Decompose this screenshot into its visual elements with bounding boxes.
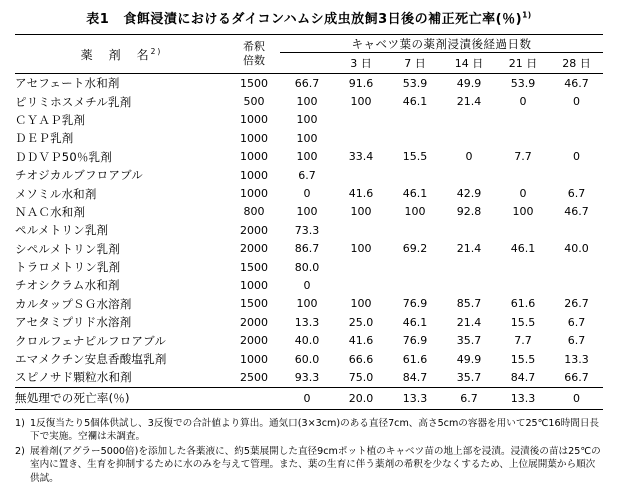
table-row bbox=[15, 92, 603, 110]
row-chemical-name: エマメクチン安息香酸塩乳剤 bbox=[15, 352, 167, 367]
header-dilution-line2: 倍数 bbox=[243, 54, 265, 67]
row-value-d7 bbox=[388, 129, 442, 147]
row-value-d14: 35.7 bbox=[456, 334, 482, 348]
row-value-d0: 66.7 bbox=[294, 76, 320, 90]
row-dilution: 1500 bbox=[240, 297, 268, 311]
control-row bbox=[15, 387, 603, 409]
mortality-table bbox=[15, 34, 603, 410]
row-value-d7: 61.6 bbox=[402, 352, 428, 366]
row-value-d3 bbox=[334, 111, 388, 129]
row-chemical-name: シペルメトリン乳剤 bbox=[15, 241, 120, 256]
row-value-d7 bbox=[388, 221, 442, 239]
row-value-d0: 6.7 bbox=[298, 168, 316, 182]
row-value-d14 bbox=[442, 111, 496, 129]
table-row bbox=[15, 295, 603, 313]
row-value-d0: 13.3 bbox=[294, 315, 320, 329]
row-value-d3: 41.6 bbox=[348, 187, 374, 201]
table-row bbox=[15, 221, 603, 239]
row-value-d21 bbox=[496, 258, 550, 276]
row-value-d21 bbox=[496, 166, 550, 184]
header-chemical-name-label: 薬 剤 名 bbox=[80, 47, 151, 62]
row-value-d7: 46.1 bbox=[402, 95, 428, 109]
row-value-d28 bbox=[550, 111, 603, 129]
table-header bbox=[15, 35, 603, 74]
row-value-d0: 0 bbox=[303, 278, 311, 292]
row-value-d28: 6.7 bbox=[567, 187, 586, 201]
row-chemical-name: アセフェート水和剤 bbox=[15, 76, 120, 91]
control-value-d3: 20.0 bbox=[348, 391, 374, 405]
row-value-d3 bbox=[334, 276, 388, 294]
row-value-d14: 21.4 bbox=[456, 95, 482, 109]
row-value-d7: 84.7 bbox=[402, 370, 428, 384]
row-value-d28: 40.0 bbox=[564, 242, 589, 256]
row-value-d3: 100 bbox=[350, 95, 372, 109]
row-value-d0: 0 bbox=[303, 187, 311, 201]
row-dilution: 2000 bbox=[240, 242, 268, 256]
row-value-d28: 46.7 bbox=[564, 76, 589, 90]
row-value-d7: 46.1 bbox=[402, 187, 428, 201]
row-value-d7: 15.5 bbox=[402, 150, 428, 164]
row-value-d28: 13.3 bbox=[564, 352, 589, 366]
row-chemical-name: ＣＹＡＰ乳剤 bbox=[15, 112, 86, 127]
row-value-d3 bbox=[334, 258, 388, 276]
row-value-d28 bbox=[550, 276, 603, 294]
row-value-d7: 53.9 bbox=[402, 76, 428, 90]
table-row bbox=[15, 129, 603, 147]
control-value-d21: 13.3 bbox=[510, 391, 536, 405]
row-value-d3: 41.6 bbox=[348, 334, 374, 348]
table-row bbox=[15, 258, 603, 276]
table-title-text: 食餌浸漬におけるダイコンハムシ成虫放飼3日後の補正死亡率(％) bbox=[123, 12, 523, 27]
header-day-0 bbox=[280, 53, 334, 74]
row-value-d3: 100 bbox=[350, 205, 372, 219]
row-value-d3: 100 bbox=[350, 242, 372, 256]
row-chemical-name: ＤＤＶＰ50％乳剤 bbox=[15, 149, 112, 164]
table-row bbox=[15, 74, 603, 93]
row-value-d28 bbox=[550, 129, 603, 147]
row-value-d3: 91.6 bbox=[348, 76, 374, 90]
row-value-d3: 33.4 bbox=[348, 150, 374, 164]
header-dilution bbox=[228, 35, 280, 74]
footnote-1-text: 1反復当たり5個体供試し、3反復での合計値より算出。通気口(3×3cm)のある直径7cm、高さ5cmの容器を用いて25℃16時間日長下で実施。空襴は未調査。 bbox=[30, 417, 600, 443]
row-value-d21 bbox=[496, 111, 550, 129]
row-value-d14: 0 bbox=[465, 150, 473, 164]
row-value-d14: 49.9 bbox=[456, 76, 482, 90]
table-number: 表1 bbox=[86, 12, 110, 27]
row-value-d21: 53.9 bbox=[510, 76, 536, 90]
row-value-d21: 0 bbox=[519, 187, 527, 201]
row-value-d21: 7.7 bbox=[514, 150, 532, 164]
header-chemical-name bbox=[15, 35, 228, 74]
row-dilution: 1000 bbox=[240, 150, 268, 164]
footnotes bbox=[15, 417, 603, 486]
row-dilution: 2000 bbox=[240, 334, 268, 348]
row-value-d21: 100 bbox=[512, 205, 534, 219]
row-dilution: 1000 bbox=[240, 113, 268, 127]
header-days-group: キャベツ葉の薬剤浸漬後経過日数 bbox=[280, 35, 603, 53]
header-chemical-name-sup: 2) bbox=[150, 46, 163, 56]
row-value-d28: 26.7 bbox=[564, 297, 589, 311]
row-value-d28 bbox=[550, 221, 603, 239]
footnote-2-marker: 2) bbox=[15, 445, 25, 457]
row-value-d28: 6.7 bbox=[567, 334, 586, 348]
table-row bbox=[15, 111, 603, 129]
row-value-d0: 60.0 bbox=[294, 352, 320, 366]
row-value-d14 bbox=[442, 258, 496, 276]
table-row bbox=[15, 313, 603, 331]
row-dilution: 1000 bbox=[240, 187, 268, 201]
table-row bbox=[15, 276, 603, 294]
row-chemical-name: ペルメトリン乳剤 bbox=[15, 223, 109, 238]
row-value-d7 bbox=[388, 276, 442, 294]
row-value-d28: 6.7 bbox=[567, 315, 586, 329]
row-chemical-name: メソミル水和剤 bbox=[15, 186, 97, 201]
row-chemical-name: ピリミホスメチル乳剤 bbox=[15, 94, 132, 109]
row-value-d0: 86.7 bbox=[294, 242, 320, 256]
row-value-d14 bbox=[442, 129, 496, 147]
row-value-d21: 0 bbox=[519, 95, 527, 109]
row-value-d0: 100 bbox=[296, 205, 318, 219]
row-value-d21: 7.7 bbox=[514, 334, 532, 348]
row-chemical-name: クロルフェナピルフロアブル bbox=[15, 333, 167, 348]
row-value-d14: 49.9 bbox=[456, 352, 482, 366]
row-dilution: 1000 bbox=[240, 278, 268, 292]
row-value-d0: 40.0 bbox=[294, 334, 320, 348]
row-value-d0: 100 bbox=[296, 131, 318, 145]
row-value-d7: 69.2 bbox=[402, 242, 428, 256]
row-value-d28 bbox=[550, 166, 603, 184]
row-value-d7: 100 bbox=[404, 205, 426, 219]
table-row bbox=[15, 240, 603, 258]
row-value-d0: 100 bbox=[296, 297, 318, 311]
row-value-d21: 61.6 bbox=[510, 297, 536, 311]
row-value-d3: 100 bbox=[350, 297, 372, 311]
table-row bbox=[15, 368, 603, 387]
row-value-d0: 80.0 bbox=[294, 260, 320, 274]
row-value-d14: 21.4 bbox=[456, 315, 482, 329]
control-row-dilution bbox=[228, 387, 280, 409]
table-body bbox=[15, 74, 603, 410]
row-value-d14: 92.8 bbox=[456, 205, 482, 219]
row-dilution: 1000 bbox=[240, 131, 268, 145]
row-value-d28: 0 bbox=[573, 150, 580, 164]
row-dilution: 2000 bbox=[240, 315, 268, 329]
row-value-d0: 100 bbox=[296, 113, 318, 127]
table-row bbox=[15, 350, 603, 368]
row-value-d28: 66.7 bbox=[564, 370, 589, 384]
row-value-d0: 93.3 bbox=[294, 370, 320, 384]
footnote-2 bbox=[15, 445, 603, 486]
header-day-21: 21 日 bbox=[508, 57, 538, 70]
row-value-d21 bbox=[496, 221, 550, 239]
row-dilution: 1000 bbox=[240, 352, 268, 366]
control-value-d28: 0 bbox=[573, 391, 580, 405]
row-value-d14: 85.7 bbox=[456, 297, 482, 311]
row-value-d3: 66.6 bbox=[348, 352, 374, 366]
row-value-d21: 15.5 bbox=[510, 315, 536, 329]
row-value-d14: 21.4 bbox=[456, 242, 482, 256]
row-dilution: 1500 bbox=[240, 260, 268, 274]
table-row bbox=[15, 331, 603, 349]
control-value-d0: 0 bbox=[303, 391, 311, 405]
row-chemical-name: スピノサド顆粒水和剤 bbox=[15, 370, 132, 385]
row-value-d7: 76.9 bbox=[402, 334, 428, 348]
row-value-d3: 75.0 bbox=[348, 370, 374, 384]
table-row bbox=[15, 184, 603, 202]
header-day-14: 14 日 bbox=[454, 57, 484, 70]
control-row-label: 無処理での死亡率(％) bbox=[15, 391, 130, 406]
table-row bbox=[15, 203, 603, 221]
row-value-d14: 42.9 bbox=[456, 187, 482, 201]
row-value-d21: 15.5 bbox=[510, 352, 536, 366]
footnote-1-marker: 1) bbox=[15, 417, 25, 429]
row-value-d14 bbox=[442, 276, 496, 294]
row-value-d0: 100 bbox=[296, 95, 318, 109]
table-row bbox=[15, 148, 603, 166]
row-value-d7 bbox=[388, 258, 442, 276]
row-value-d21: 84.7 bbox=[510, 370, 536, 384]
table-row bbox=[15, 166, 603, 184]
table-title-footnote-marker: 1) bbox=[522, 10, 532, 20]
row-chemical-name: トラロメトリン乳剤 bbox=[15, 260, 121, 275]
row-value-d14 bbox=[442, 166, 496, 184]
row-dilution: 500 bbox=[243, 95, 265, 109]
header-row-group bbox=[15, 35, 603, 53]
row-value-d3 bbox=[334, 221, 388, 239]
header-day-3: 3 日 bbox=[350, 57, 372, 70]
row-chemical-name: ＤＥＰ乳剤 bbox=[15, 131, 74, 146]
row-chemical-name: チオシクラム水和剤 bbox=[15, 278, 120, 293]
row-dilution: 2500 bbox=[240, 370, 268, 384]
control-value-d7: 13.3 bbox=[402, 391, 428, 405]
header-dilution-line1: 希釈 bbox=[243, 40, 265, 54]
row-value-d21: 46.1 bbox=[510, 242, 536, 256]
header-day-7: 7 日 bbox=[404, 57, 426, 70]
row-chemical-name: ＮＡＣ水和剤 bbox=[15, 204, 86, 219]
footnote-2-text: 展着剤(アグラー5000倍)を添加した各薬液に、約5葉展開した直径9cmポット植のキャベツ苗の地上部を浸漬。浸漬後の苗は25℃の室内に置き、生育を抑制するために水のみを与えて管理。また、葉の生育に伴う薬剤の希釈を少なくするため、上位展開葉から順次供試。 bbox=[30, 445, 601, 485]
row-value-d3 bbox=[334, 166, 388, 184]
row-value-d7 bbox=[388, 111, 442, 129]
row-chemical-name: カルタップＳＧ水溶剤 bbox=[15, 296, 132, 311]
row-dilution: 2000 bbox=[240, 223, 268, 237]
row-value-d28: 46.7 bbox=[564, 205, 589, 219]
row-value-d28 bbox=[550, 258, 603, 276]
row-value-d7 bbox=[388, 166, 442, 184]
row-value-d14: 35.7 bbox=[456, 370, 482, 384]
row-value-d21 bbox=[496, 276, 550, 294]
header-day-28: 28 日 bbox=[562, 57, 591, 70]
table-caption bbox=[0, 0, 618, 34]
row-value-d14 bbox=[442, 221, 496, 239]
row-dilution: 1000 bbox=[240, 168, 268, 182]
row-chemical-name: アセタミプリド水溶剤 bbox=[15, 315, 132, 330]
row-value-d21 bbox=[496, 129, 550, 147]
row-value-d28: 0 bbox=[573, 95, 580, 109]
row-value-d0: 73.3 bbox=[294, 223, 320, 237]
row-dilution: 800 bbox=[243, 205, 265, 219]
row-value-d0: 100 bbox=[296, 150, 318, 164]
footnote-1 bbox=[15, 417, 603, 444]
row-value-d3: 25.0 bbox=[348, 315, 374, 329]
row-value-d7: 76.9 bbox=[402, 297, 428, 311]
row-chemical-name: チオジカルブフロアブル bbox=[15, 168, 144, 183]
row-value-d7: 46.1 bbox=[402, 315, 428, 329]
row-dilution: 1500 bbox=[240, 76, 268, 90]
control-value-d14: 6.7 bbox=[460, 391, 478, 405]
row-value-d3 bbox=[334, 129, 388, 147]
